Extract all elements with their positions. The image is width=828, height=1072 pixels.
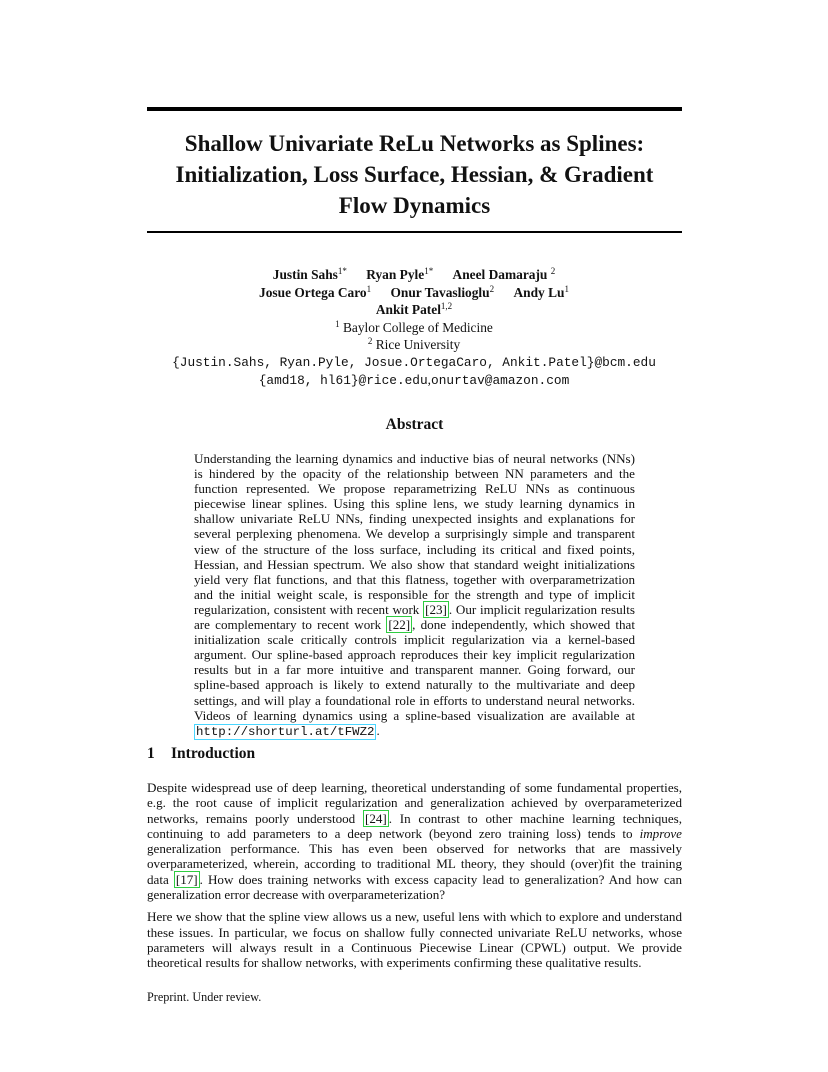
citation-link[interactable]: [22] [388, 617, 411, 633]
title-top-rule [147, 107, 682, 111]
affiliation-name: Baylor College of Medicine [342, 319, 493, 335]
emphasis-text: improve [639, 825, 682, 841]
author-name: Onur Tavaslioglu [390, 284, 490, 300]
abstract-text: . Our implicit regularization results are complementary to recent work [194, 601, 636, 633]
email-amazon: onurtav@amazon.com [431, 373, 570, 388]
title-bottom-rule [147, 231, 682, 233]
author-affiliation-mark: 1,2 [440, 301, 453, 311]
author-row-2 [100, 284, 728, 302]
paragraph-text: . In contrast to other machine learning techniques, continuing to add parameters to a deep network (beyond zero training loss) tends to [147, 810, 682, 841]
author-name: Justin Sahs [272, 267, 338, 282]
affiliation-1 [100, 319, 728, 337]
paragraph-text: Despite widespread use of deep learning, theoretical understanding of some fundamental properties, e.g. the root cause of implicit regularization and generalization achieved by overparameterized networks, remains poorly understood [147, 780, 682, 826]
section-number: 1 [147, 745, 155, 762]
author-affiliation-mark: 1* [424, 266, 434, 276]
author-name: Aneel Damaraju [452, 267, 548, 282]
paper-title [147, 128, 682, 221]
affiliation-mark: 1 [335, 318, 340, 329]
intro-paragraph-2: Here we show that the spline view allows us a new, useful lens with which to explore and understand these issues. In particular, we focus on shallow fully connected univariate ReLU networks, whose parameters will always result in a Continuous Piecewise Linear (CPWL) output. We provide theoretical results for shallow networks, with experiments confirming these qualitative results. [147, 909, 682, 971]
author-affiliation-mark: 2 [550, 266, 556, 276]
author-name: Andy Lu [513, 284, 565, 300]
paragraph-text: . How does training networks with excess capacity lead to generalization? And how can generalization error decrease with overparameterization? [147, 871, 682, 903]
video-url-link[interactable]: http://shorturl.at/tFWZ2 [196, 724, 375, 739]
author-affiliation-mark: 1* [337, 266, 347, 276]
author-affiliation-mark: 2 [489, 283, 495, 294]
section-heading [147, 745, 255, 763]
author-affiliation-mark: 1 [564, 283, 569, 294]
paragraph-text: generalization performance. This has even been observed for networks that are massively overparameterized, wherein, according to traditional ML theory, they should (over)fit the training data [147, 841, 682, 887]
citation-link[interactable]: [17] [175, 871, 198, 887]
abstract-heading: Abstract [385, 416, 444, 433]
author-name: Josue Ortega Caro [259, 284, 367, 300]
author-name: Ankit Patel [375, 302, 441, 317]
citation-link[interactable]: [23] [425, 601, 447, 617]
intro-body [147, 780, 682, 978]
email-rice: {amd18, hl61}@rice.edu [258, 373, 428, 388]
abstract-body [194, 451, 635, 740]
author-row-3 [100, 301, 728, 319]
email-line-1: {Justin.Sahs, Ryan.Pyle, Josue.OrtegaCaro, Ankit.Patel}@bcm.edu [172, 354, 656, 370]
title-line-2: Initialization, Loss Surface, Hessian, & Gradient [175, 162, 654, 187]
affiliation-mark: 2 [367, 336, 373, 346]
title-line-1: Shallow Univariate ReLu Networks as Splines: [184, 131, 645, 156]
abstract-text: , done independently, which showed that initialization scale critically controls implicit regularization via a kernel-based argument. Our spline-based approach reproduces their key implicit regularization results but in a far more intuitive and transparent manner. Going forward, our spline-based approach is likely to extend naturally to the multivariate and deep settings, and will play a foundational role in efforts to understand neural networks. Videos of learning dynamics using a spline-based visualization are available at [194, 617, 635, 723]
citation-link[interactable]: [24] [364, 810, 387, 826]
author-row-1 [100, 266, 728, 284]
abstract-text: Understanding the learning dynamics and inductive bias of neural networks (NNs) is hindered by the opacity of the relationship between NN parameters and the function represented. We propose reparametrizing ReLU NNs as continuous piecewise linear splines. Using this spline lens, we study learning dynamics in shallow univariate ReLU NNs, finding unexpected insights and explanations for several perplexing phenomena. We develop a surprisingly simple and transparent view of the structure of the loss surface, including its critical and fixed points, Hessian, and Hessian spectrum. We also show that standard weight initializations yield very flat functions, and that this flatness, together with overparametrization and the initial weight scale, is responsible for the strength and type of implicit regularization, consistent with recent work [194, 451, 635, 617]
author-block [100, 266, 728, 390]
author-name: Ryan Pyle [366, 267, 425, 282]
affiliation-2 [100, 336, 728, 354]
preprint-footer: Preprint. Under review. [147, 990, 262, 1004]
intro-paragraph-1 [147, 780, 682, 902]
section-title: Introduction [171, 745, 256, 762]
author-affiliation-mark: 1 [366, 283, 372, 294]
affiliation-name: Rice University [375, 337, 461, 352]
title-line-3: Flow Dynamics [338, 193, 491, 218]
abstract-text: . [376, 722, 380, 738]
email-line-2: {amd18, hl61}@rice.edu,onurtav@amazon.com [258, 372, 570, 388]
